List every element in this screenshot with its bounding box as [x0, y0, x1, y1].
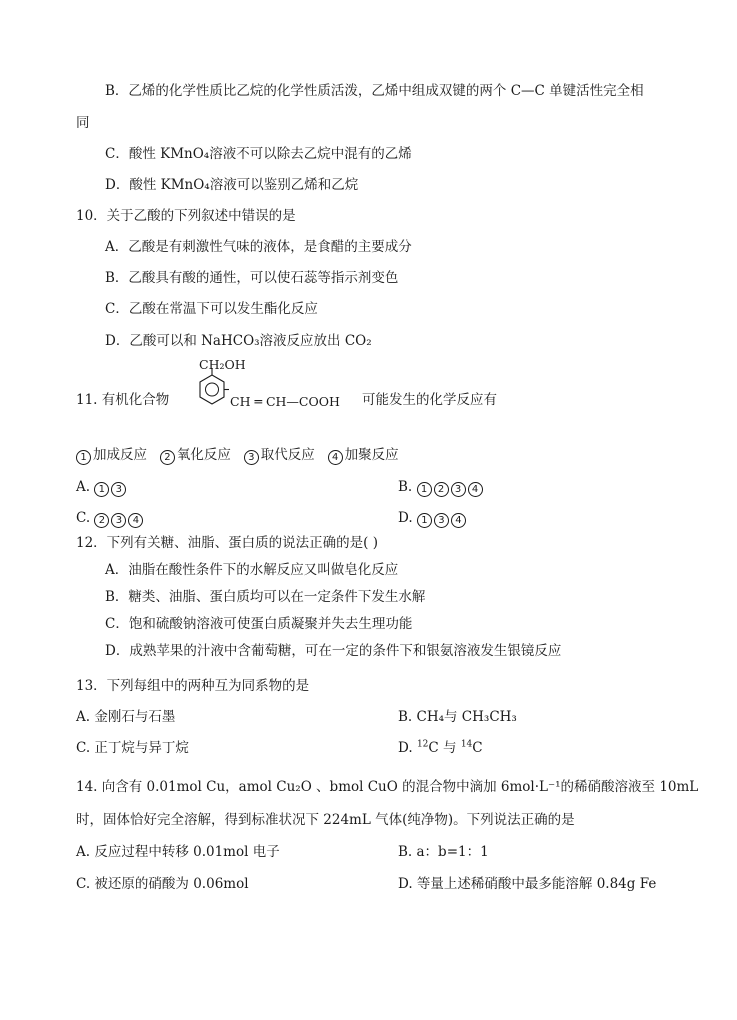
reaction-1: 加成反应: [93, 447, 147, 463]
option-d-label: D.: [398, 510, 413, 526]
circled-number-icon: 3: [111, 513, 126, 528]
q14-stem-line2: 时，固体恰好完全溶解，得到标准状况下 224mL 气体(纯净物)。下列说法正确的是: [76, 812, 575, 828]
q10-option-a: A．乙酸是有刺激性气味的液体，是食醋的主要成分: [105, 239, 412, 255]
q10-stem: 10．关于乙酸的下列叙述中错误的是: [76, 208, 296, 224]
q11-reaction-list: [76, 446, 399, 465]
circled-1-icon: 1: [76, 450, 91, 465]
q10-option-c: C．乙酸在常温下可以发生酯化反应: [105, 301, 318, 317]
q13-option-b: B. CH₄与 CH₃CH₃: [398, 709, 517, 725]
q10-option-b: B．乙酸具有酸的通性，可以使石蕊等指示剂变色: [105, 270, 399, 286]
circled-number-icon: 4: [468, 482, 483, 497]
mass-number-12: 12: [416, 739, 429, 750]
circled-number-icon: 2: [94, 513, 109, 528]
option-b-label: B.: [398, 479, 413, 495]
circled-number-icon: 1: [94, 482, 109, 497]
q13-option-c: C. 正丁烷与异丁烷: [76, 740, 189, 756]
q12-option-a: A．油脂在酸性条件下的水解反应又叫做皂化反应: [105, 562, 399, 578]
circled-3-icon: 3: [244, 450, 259, 465]
circled-number-icon: 3: [111, 482, 126, 497]
q11-stem-prefix: 11. 有机化合物: [76, 392, 170, 408]
circled-number-icon: 1: [417, 482, 432, 497]
q14-option-d: D. 等量上述稀硝酸中最多能溶解 0.84g Fe: [398, 876, 657, 892]
mass-number-14: 14: [460, 739, 473, 750]
circled-number-icon: 2: [434, 482, 449, 497]
q13-option-a: A. 金刚石与石墨: [76, 709, 176, 725]
q9-option-b-line1: B．乙烯的化学性质比乙烷的化学性质活泼，乙烯中组成双键的两个 C—C 单键活性完全相: [105, 83, 644, 99]
option-d-prefix: D.: [398, 740, 417, 756]
q9-option-b-line2: 同: [76, 115, 90, 131]
q12-stem: 12．下列有关糖、油脂、蛋白质的说法正确的是( ): [76, 535, 379, 551]
reaction-3: 取代反应: [260, 447, 315, 463]
option-d-mid: C 与: [428, 740, 461, 756]
q14-option-b: B. a：b=1：1: [398, 844, 489, 860]
q12-option-b: B．糖类、油脂、蛋白质均可以在一定条件下发生水解: [105, 589, 426, 605]
q14-stem-line1: 14. 向含有 0.01mol Cu，amol Cu₂O 、bmol CuO 的混合物中滴加 6mol·L⁻¹的稀硝酸溶液至 10mL: [76, 779, 699, 795]
q10-option-d: D．乙酸可以和 NaHCO₃溶液反应放出 CO₂: [105, 333, 372, 349]
option-d-end: C: [472, 740, 483, 756]
q11-struct-chain: CH ═ CH—COOH: [230, 394, 340, 409]
circled-number-icon: 4: [128, 513, 143, 528]
q13-option-d: [398, 739, 483, 757]
q11-stem-suffix: 可能发生的化学反应有: [362, 392, 497, 408]
reaction-4: 加聚反应: [344, 447, 399, 463]
q12-option-c: C．饱和硫酸钠溶液可使蛋白质凝聚并失去生理功能: [105, 616, 413, 632]
circled-2-icon: 2: [160, 450, 175, 465]
q11-struct-ch2oh: CH₂OH: [199, 357, 246, 372]
q11-option-c: [76, 509, 145, 528]
q14-option-a: A. 反应过程中转移 0.01mol 电子: [76, 844, 280, 860]
q11-option-d: [398, 509, 468, 528]
q13-stem: 13．下列每组中的两种互为同系物的是: [76, 678, 310, 694]
circled-number-icon: 3: [451, 482, 466, 497]
q12-option-d: D．成熟苹果的汁液中含葡萄糖，可在一定的条件下和银氨溶液发生银镜反应: [105, 643, 562, 659]
circled-number-icon: 3: [434, 513, 449, 528]
q14-option-c: C. 被还原的硝酸为 0.06mol: [76, 876, 249, 892]
q9-option-d: D．酸性 KMnO₄溶液可以鉴别乙烯和乙烷: [105, 177, 359, 193]
q11-option-b: [398, 478, 485, 497]
reaction-2: 氧化反应: [176, 447, 231, 463]
option-c-label: C.: [76, 510, 91, 526]
circled-number-icon: 1: [417, 513, 432, 528]
q9-option-c: C．酸性 KMnO₄溶液不可以除去乙烷中混有的乙烯: [105, 146, 412, 162]
circled-4-icon: 4: [328, 450, 343, 465]
circled-number-icon: 4: [451, 513, 466, 528]
q11-option-a: [76, 478, 128, 497]
option-a-label: A.: [76, 479, 91, 495]
